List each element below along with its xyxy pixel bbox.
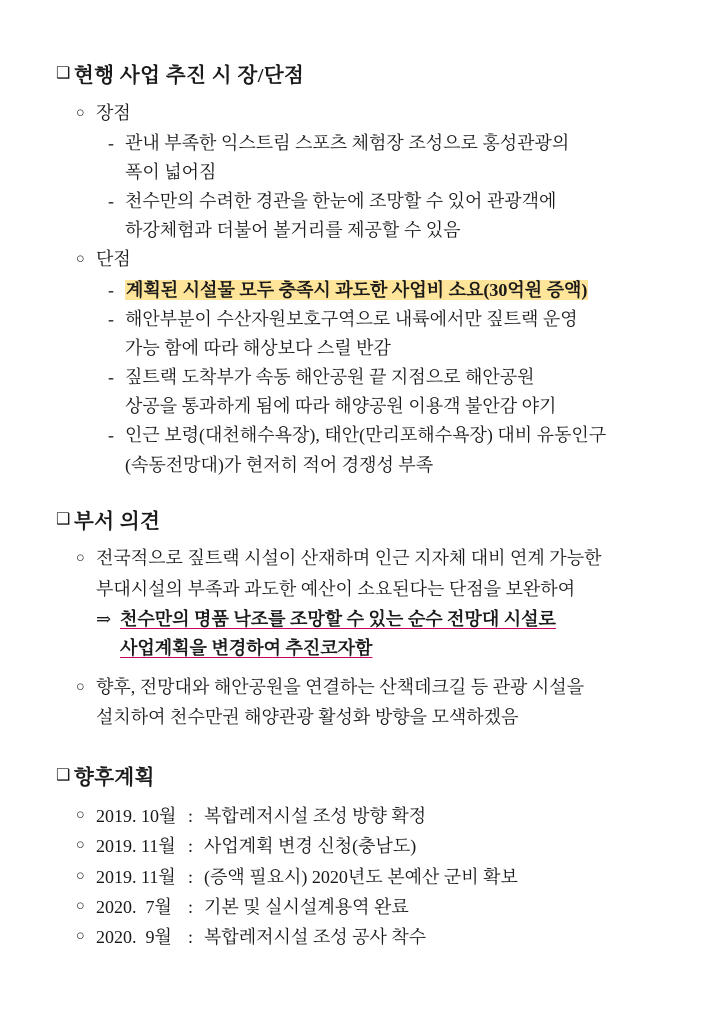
section-title: 현행 사업 추진 시 장/단점 [74,65,305,87]
circle-bullet-icon: ○ [76,104,85,121]
plan-description: 복합레저시설 조성 방향 확정 [204,806,427,827]
opinion-line: 전국적으로 짚트랙 시설이 산재하며 인근 지자체 대비 연계 가능한 [96,548,602,569]
plan-separator: : [188,836,194,857]
circle-bullet-icon: ○ [76,837,85,854]
opinion-item [76,673,680,702]
plan-date: 2020. 9월 [96,926,172,947]
plan-item [76,831,680,861]
list-item [108,129,680,158]
dash-bullet-icon: - [108,367,114,388]
list-item-continuation [108,334,680,363]
list-item-line-wrapper [125,276,680,305]
list-item-line: (속동전망대)가 현저히 적어 경쟁성 부족 [125,454,434,475]
plan-item [76,892,680,922]
group-label: 장점 [96,102,131,123]
list-item-line: 해안부분이 수산자원보호구역으로 내륙에서만 짚트랙 운영 [125,308,578,329]
dash-bullet-icon: - [108,308,114,329]
list-item-line: 하강체험과 더불어 볼거리를 제공할 수 있음 [125,220,461,241]
opinion-conclusion-continuation [96,634,680,663]
plan-description: 사업계획 변경 신청(충남도) [204,836,417,857]
list-item-continuation [108,451,680,480]
list-item-line: 천수만의 수려한 경관을 한눈에 조망할 수 있어 관광객에 [125,191,557,212]
list-item [108,363,680,392]
paragraph-spacer [56,663,680,673]
group-label: 단점 [96,249,131,270]
list-item-line: 상공을 통과하게 됨에 따라 해양공원 이용객 불안감 야기 [125,396,557,417]
circle-bullet-icon: ○ [76,927,85,944]
list-item [108,187,680,216]
list-item-line: 관내 부족한 익스트림 스포츠 체험장 조성으로 홍성관광의 [125,132,570,153]
opinion-item-continuation [76,703,680,732]
list-item-line: 인근 보령(대천해수욕장), 태안(만리포해수욕장) 대비 유동인구 [125,425,607,446]
plan-separator: : [188,866,194,887]
opinion-line: 설치하여 천수만권 해양관광 활성화 방향을 모색하겠음 [96,707,519,728]
list-item [108,305,680,334]
list-item-line: 짚트랙 도착부가 속동 해안공원 끝 지점으로 해안공원 [125,367,535,388]
section-heading [56,62,680,91]
list-item-continuation [108,216,680,245]
square-bullet-icon: ❑ [56,65,71,82]
plan-description: 복합레저시설 조성 공사 착수 [204,926,427,947]
plan-separator: : [188,806,194,827]
opinion-line: 부대시설의 부족과 과도한 예산이 소요된다는 단점을 보완하여 [96,578,576,599]
opinion-conclusion [96,605,680,634]
list-item-line: 가능 함에 따라 해상보다 스릴 반감 [125,337,391,358]
section-pros-cons [56,62,680,480]
circle-bullet-icon: ○ [76,550,85,567]
plan-separator: : [188,926,194,947]
section-title: 부서 의견 [74,510,161,533]
opinion-conclusion-line: 사업계획을 변경하여 추진코자함 [120,637,373,658]
group-label-row [76,99,680,128]
list-item-continuation [108,158,680,187]
section-department-opinion [56,508,680,733]
section-heading [56,508,680,537]
opinion-item-continuation [76,575,680,604]
plan-item [76,922,680,952]
opinion-line: 향후, 전망대와 해안공원을 연결하는 산책데크길 등 관광 시설을 [96,677,585,698]
group-label-row [76,245,680,274]
circle-bullet-icon: ○ [76,867,85,884]
plan-date: 2019. 11월 [96,866,176,887]
plan-item [76,862,680,892]
plan-item [76,801,680,831]
section-future-plan [56,764,680,952]
circle-bullet-icon: ○ [76,807,85,824]
circle-bullet-icon: ○ [76,251,85,268]
plan-date: 2019. 10월 [96,806,177,827]
dash-bullet-icon: - [108,425,114,446]
dash-bullet-icon: - [108,191,114,212]
circle-bullet-icon: ○ [76,679,85,696]
opinion-item [76,544,680,573]
plan-date: 2020. 7월 [96,896,172,917]
section-heading [56,764,680,793]
plan-description: 기본 및 실시설계용역 완료 [204,896,409,917]
plan-description: (증액 필요시) 2020년도 본예산 군비 확보 [204,866,518,887]
plan-separator: : [188,896,194,917]
list-item-line: 폭이 넓어짐 [125,162,217,182]
square-bullet-icon: ❑ [56,510,71,528]
dash-bullet-icon: - [108,279,114,300]
list-item-highlighted [108,276,680,305]
opinion-conclusion-line: 천수만의 명품 낙조를 조망할 수 있는 순수 전망대 시설로 [120,608,556,629]
section-spacer [56,486,680,508]
square-bullet-icon: ❑ [56,767,71,785]
circle-bullet-icon: ○ [76,897,85,914]
section-spacer [56,738,680,764]
arrow-bullet-icon: ⇒ [96,608,112,629]
list-item [108,421,680,450]
list-item-continuation [108,392,680,421]
highlighted-text: 계획된 시설물 모두 충족시 과도한 사업비 소요(30억원 증액) [126,279,588,300]
plan-date: 2019. 11월 [96,836,176,857]
section-title: 향후계획 [74,767,155,790]
dash-bullet-icon: - [108,132,114,153]
